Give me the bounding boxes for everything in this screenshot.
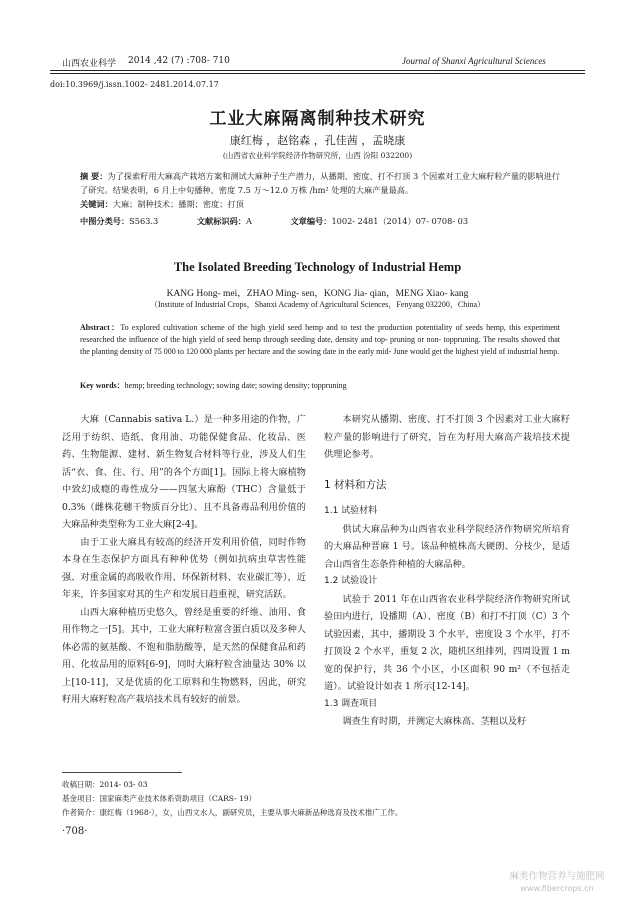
footnote-rule xyxy=(62,772,182,773)
watermark-cn: 麻类作物营养与施肥网 xyxy=(509,871,605,882)
affiliation: (山西省农业科学院经济作物研究所，山西 汾阳 032200) xyxy=(222,151,413,160)
subsection-heading: 1.3 调查项目 xyxy=(324,698,378,709)
footnote-fund: 基金项目：国家麻类产业技术体系资助项目（CARS- 19） xyxy=(62,794,257,803)
clc-value: S563.3 xyxy=(129,216,159,226)
keywords-zh-text: 大麻；制种技术；播期；密度；打顶 xyxy=(112,199,244,209)
paper-title-en: The Isolated Breeding Technology of Industrial Hemp xyxy=(173,260,462,274)
body-paragraph: 调查生育时期，并测定大麻株高、茎粗以及籽 xyxy=(342,716,527,727)
body-right-column xyxy=(324,411,570,731)
journal-name-en: Journal of Shanxi Agricultural Sciences xyxy=(402,56,546,66)
authors: 康红梅 ，赵铭森 ，孔佳茜 ，孟晓康 xyxy=(229,134,406,147)
body-paragraph: 山西大麻种植历史悠久，曾经是重要的纤维、油用、食用作物之一[5]。其中，工业大麻籽粒富含蛋白质以及多种人体必需的氨基酸、不饱和脂肪酸等，是天然的保健食品和药用、化妆品用的原料[6-9]，同时大麻籽粒含油量达 30% 以上[10-11]，又是优质的化工原料和生物燃料，因此，研究籽用大麻籽粒高产栽培技术具有较好的前景。 xyxy=(62,606,306,705)
subsection-heading: 1.2 试验设计 xyxy=(324,576,378,586)
article-value: 1002- 2481（2014）07- 0708- 03 xyxy=(331,216,469,226)
doc-value: A xyxy=(245,216,252,226)
body-paragraph: 由于工业大麻具有较高的经济开发利用价值，同时作物本身在生态保护方面具有种种优势（例如抗病虫草害性能强、对重金属的高吸收作用、环保新材料、农业碳汇等），近年来，许多国家对其的生产和发展日趋重视，研究活跃。 xyxy=(62,536,306,600)
section-heading: 1 材料和方法 xyxy=(324,478,387,491)
article-item xyxy=(290,216,468,226)
body-left-column xyxy=(62,411,306,709)
footnote-received: 收稿日期：2014- 03- 03 xyxy=(62,780,148,789)
clc-label: 中图分类号： xyxy=(80,216,130,226)
watermark xyxy=(482,871,632,895)
footnote-author-bio: 作者简介：康红梅（1968-），女，山西文水人，副研究员，主要从事大麻新品种选育及技术推广工作。 xyxy=(62,808,403,817)
abstract-zh-label: 摘 要： xyxy=(80,171,108,181)
body-paragraph: 供试大麻品种为山西省农业科学院经济作物研究所培育的大麻品种晋麻 1 号。该品种植株高大硬朗、分枝少，是适合山西省生态条件种植的大麻品种。 xyxy=(324,523,570,570)
body-paragraph: 大麻（Cannabis sativa L.）是一种多用途的作物，广泛用于纺织、造纸、食用油、功能保健食品、化妆品、医药、生物能源、建材、新生物复合材料等行业，涉及人们生活“衣、食、住、行、用”的各个方面[1]。国际上将大麻植物中致幻成瘾的毒性成分——四氢大麻酚（THC）含量低于 0.3%（雌株花穗干物质百分比）、且不具备毒品利用价值的大麻品种类型称为工业大麻[2-4]。 xyxy=(62,414,306,530)
classification-line xyxy=(80,216,560,227)
doi: doi:10.3969/j.issn.1002- 2481.2014.07.17 xyxy=(50,80,219,89)
doc-label: 文献标识码： xyxy=(196,216,246,226)
abstract-en xyxy=(80,322,560,358)
subsection-heading: 1.1 试验材料 xyxy=(324,506,378,516)
abstract-en-text: To explored cultivation scheme of the high yield seed hemp and to test the production potentiality of seeds hemp, this experiment researched the influence of the high yield of seed hemp through seeding date, density and top- pruning or non- toppruning. The results showed that the planting density of 75 000 to 120 000 plants per hectare and the sowing date in the early mid- June would get the highest yield of industrial hemp. xyxy=(80,323,560,356)
header-rule-thin xyxy=(50,73,585,74)
article-label: 文章编号： xyxy=(290,216,332,226)
keywords-en-label: Key words： xyxy=(80,381,125,390)
clc-item xyxy=(80,216,158,226)
paper-title: 工业大麻隔离制种技术研究 xyxy=(209,109,426,129)
keywords-zh-label: 关键词： xyxy=(80,199,113,209)
authors-en: KANG Hong- mei，ZHAO Ming- sen，KONG Jia- qian，MENG Xiao- kang xyxy=(166,289,469,299)
watermark-url: www.fibercrops.cn xyxy=(520,884,594,893)
body-paragraph: 试验于 2011 年在山西省农业科学院经济作物研究所试验田内进行，设播期（A）、密度（B）和打不打顶（C）3 个试验因素，其中，播期设 3 个水平，密度设 3 个水平，打不打顶设 2 个水平，重复 2 次，随机区组排列，四周设置 1 m 宽的保护行，共 36 个小区，小区面积 90 m²（不包括走道）。试验设计如表 1 所示[12-14]。 xyxy=(324,593,570,692)
body-paragraph: 本研究从播期、密度、打不打顶 3 个因素对工业大麻籽粒产量的影响进行了研究，旨在为籽用大麻高产栽培技术提供理论参考。 xyxy=(324,414,570,460)
doc-item xyxy=(197,216,252,226)
abstract-en-label: Abstract： xyxy=(80,323,121,332)
volume-info: 2014 ,42 (7) :708- 710 xyxy=(128,56,230,66)
page-number: ·708· xyxy=(62,826,88,837)
abstract-zh xyxy=(80,169,560,211)
abstract-zh-text: 为了探索籽用大麻高产栽培方案和测试大麻种子生产潜力，从播期、密度、打不打顶 3 个因素对工业大麻籽粒产量的影响进行了研究。结果表明，6 月上中旬播种、密度 7.5 万～12.0 万株 /hm² 处理的大麻产量最高。 xyxy=(80,171,560,195)
keywords-en xyxy=(80,380,560,391)
affiliation-en: （Institute of Industrial Crops，Shanxi Academy of Agricultural Sciences，Fenyang 032200，China） xyxy=(149,300,486,309)
keywords-en-text: hemp; breeding technology; sowing date; sowing density; toppruning xyxy=(124,381,347,390)
header-rule xyxy=(50,70,585,71)
journal-name-cn: 山西农业科学 xyxy=(62,59,117,69)
